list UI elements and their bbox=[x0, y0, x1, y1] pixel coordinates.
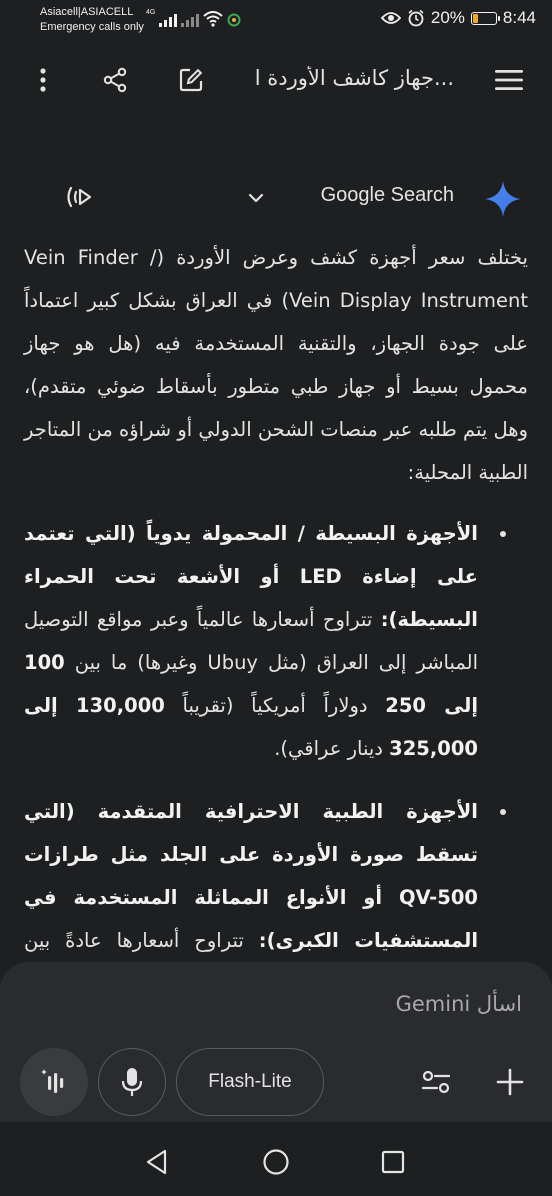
model-label: Flash-Lite bbox=[208, 1071, 292, 1092]
listen-button[interactable] bbox=[62, 180, 96, 214]
plus-icon bbox=[496, 1068, 524, 1096]
app-notification-icon bbox=[227, 13, 241, 27]
battery-icon bbox=[471, 12, 497, 25]
chevron-down-icon bbox=[248, 193, 264, 203]
eye-comfort-icon bbox=[381, 11, 401, 25]
status-right bbox=[381, 8, 536, 28]
bullet-body: دينار عراقي). bbox=[274, 737, 390, 760]
menu-icon bbox=[495, 69, 523, 91]
bullet-body: تتراوح أسعارها عالمياً وعبر مواقع التوصيل المباشر إلى العراق (مثل Ubuy وغيرها) ما بين bbox=[24, 608, 478, 674]
network-type: 4G bbox=[146, 9, 156, 16]
bullet-body: دولاراً أمريكياً (تقريباً bbox=[164, 694, 386, 717]
response-source-row bbox=[0, 172, 552, 222]
price-range-iqd: 130,000 إلى 325,000 bbox=[24, 694, 478, 760]
bullet-body: تتراوح أسعارها عادةً بين bbox=[24, 929, 244, 952]
mic-icon bbox=[121, 1067, 143, 1097]
voice-input-button[interactable] bbox=[98, 1048, 166, 1116]
recents-square-icon bbox=[381, 1150, 405, 1174]
back-triangle-icon bbox=[145, 1149, 169, 1175]
live-button[interactable] bbox=[20, 1048, 88, 1116]
gemini-logo bbox=[482, 178, 524, 220]
expand-source-button[interactable] bbox=[242, 184, 270, 212]
share-icon bbox=[102, 67, 128, 93]
app-bar bbox=[0, 52, 552, 108]
bullet-heading: الأجهزة البسيطة / المحمولة يدوياً (التي تعتمد على إضاءة LED أو الأشعة تحت الحمراء البسيطة): bbox=[24, 522, 478, 631]
live-audio-icon bbox=[39, 1067, 69, 1097]
tools-button[interactable] bbox=[416, 1062, 456, 1102]
system-nav-bar bbox=[0, 1122, 552, 1196]
carrier-name: Asiacell|ASIACELL bbox=[40, 6, 134, 18]
menu-button[interactable] bbox=[491, 62, 527, 98]
signal-strength-icon bbox=[159, 13, 177, 27]
list-item bbox=[24, 512, 478, 770]
price-range-usd: 100 إلى 250 bbox=[24, 651, 479, 717]
gemini-sparkle-icon bbox=[484, 180, 522, 218]
tune-icon bbox=[421, 1069, 451, 1095]
response-list bbox=[24, 512, 528, 1005]
nav-recents-button[interactable] bbox=[377, 1146, 409, 1178]
share-button[interactable] bbox=[97, 62, 133, 98]
edit-icon bbox=[178, 67, 204, 93]
emergency-calls-text: Emergency calls only bbox=[40, 21, 144, 33]
speaker-play-icon bbox=[64, 184, 94, 210]
signal-no-service-icon bbox=[181, 13, 199, 27]
battery-percent: 20% bbox=[430, 8, 465, 27]
alarm-icon bbox=[407, 9, 425, 27]
bullet-heading: الأجهزة الطبية الاحترافية المتقدمة (التي تسقط صورة الأوردة على الجلد مثل طرازات QV-500 أو الأنواع المماثلة المستخدمة في المستشفيات الكبرى): bbox=[24, 800, 479, 952]
nav-back-button[interactable] bbox=[141, 1146, 173, 1178]
chat-title[interactable]: جهاز كاشف الأوردة ا... bbox=[254, 66, 454, 90]
response-content bbox=[24, 236, 528, 1025]
carrier-info bbox=[40, 5, 144, 35]
clock: 8:44 bbox=[502, 8, 536, 27]
status-bar bbox=[0, 0, 552, 44]
prompt-composer bbox=[0, 962, 552, 1122]
response-intro: يختلف سعر أجهزة كشف وعرض الأوردة (Vein Finder / Vein Display Instrument) في العراق بشكل كبير اعتماداً على جودة الجهاز، والتقنية المستخدمة فيه (هل هو جهاز محمول بسيط أو جهاز طبي متطور بأسقاط ضوئي متقدم)، وهل يتم طلبه عبر منصات الشحن الدولي أو شراؤه من المتاجر الطبية المحلية: bbox=[24, 246, 528, 484]
source-label[interactable]: Google Search bbox=[320, 184, 454, 206]
more-options-button[interactable] bbox=[25, 62, 61, 98]
nav-home-button[interactable] bbox=[260, 1146, 292, 1178]
model-selector[interactable] bbox=[176, 1048, 324, 1116]
more-vert-icon bbox=[39, 68, 47, 92]
prompt-input[interactable]: اسأل Gemini bbox=[395, 992, 522, 1016]
edit-title-button[interactable] bbox=[173, 62, 209, 98]
add-attachment-button[interactable] bbox=[490, 1062, 530, 1102]
signal-group bbox=[146, 11, 241, 27]
home-circle-icon bbox=[262, 1148, 290, 1176]
wifi-icon bbox=[203, 11, 223, 27]
